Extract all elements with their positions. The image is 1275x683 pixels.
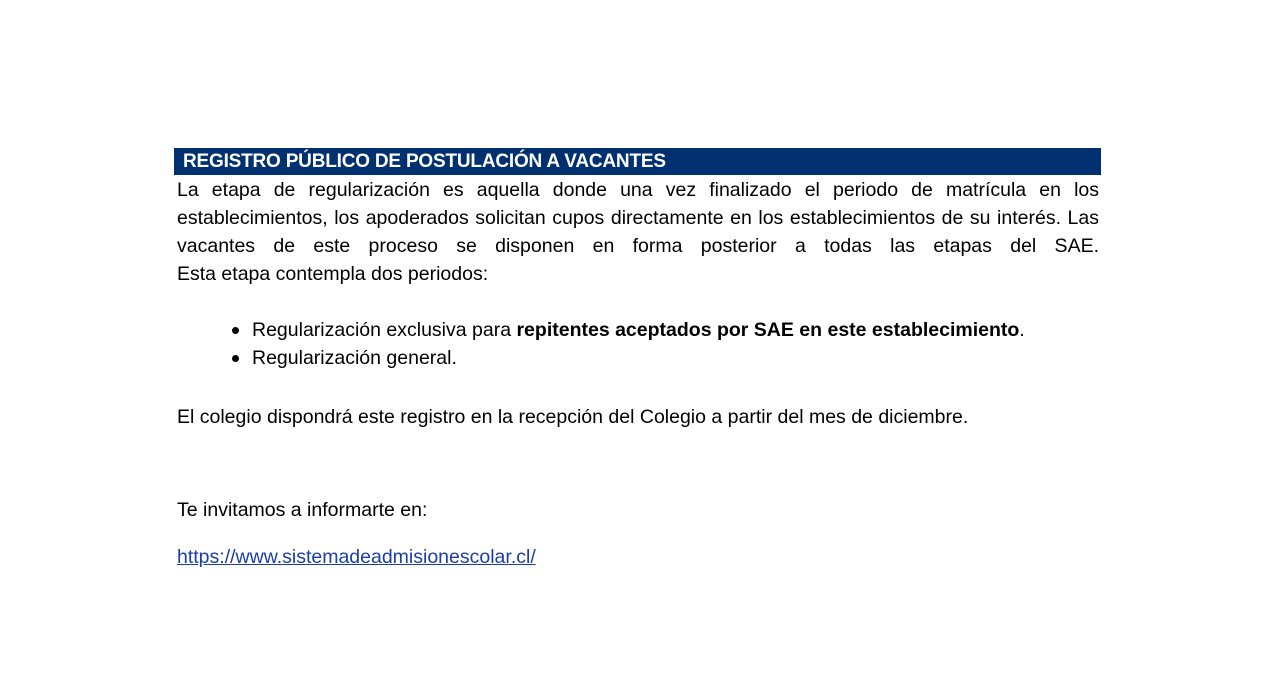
periods-list (230, 316, 1025, 372)
section-title: REGISTRO PÚBLICO DE POSTULACIÓN A VACANTES (174, 148, 1101, 175)
website-link[interactable]: https://www.sistemadeadmisionescolar.cl/ (177, 546, 536, 568)
list-item-bold: repitentes aceptados por SAE en este establecimiento (516, 319, 1020, 341)
list-item-text: Regularización exclusiva para (252, 319, 517, 341)
intro-text: La etapa de regularización es aquella donde una vez finalizado el periodo de matrícula en los establecimientos, los apoderados solicitan cupos directamente en los establecimientos de su interés. Las vacantes de este proceso se disponen en forma posterior a todas las etapas del SAE. (177, 179, 1099, 257)
list-item-suffix: . (1019, 319, 1025, 341)
list-item-text: Regularización general. (252, 347, 457, 369)
closing-paragraph: El colegio dispondrá este registro en la recepción del Colegio a partir del mes de diciembre. (177, 406, 969, 428)
list-item (230, 344, 1025, 372)
intro-paragraph (177, 176, 1099, 288)
list-item (230, 316, 1025, 344)
invite-text: Te invitamos a informarte en: (177, 499, 428, 521)
intro-line-periods: Esta etapa contempla dos periodos: (177, 263, 489, 285)
bullet-icon (232, 327, 239, 334)
bullet-icon (232, 355, 239, 362)
link-paragraph (177, 543, 1099, 571)
